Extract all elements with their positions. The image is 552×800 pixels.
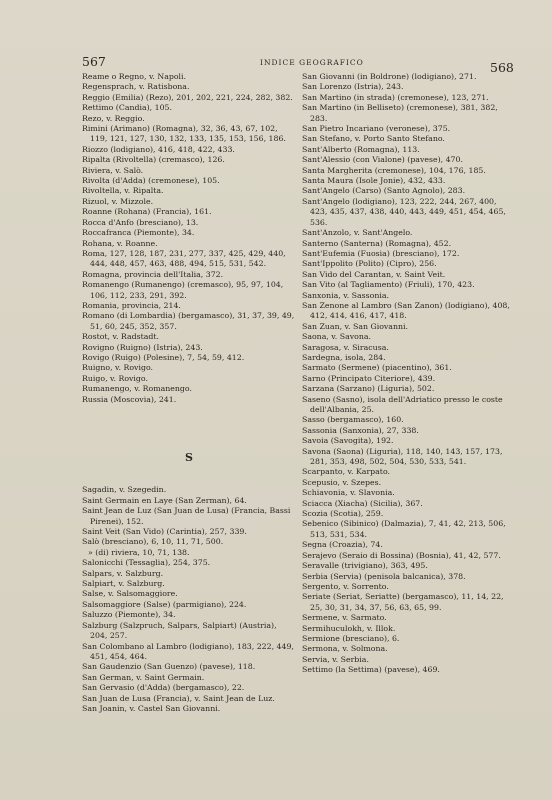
index-entry: Sanxonia, v. Sassonia. — [302, 290, 389, 300]
index-entry: Serbia (Servia) (penisola balcanica), 378. — [302, 571, 466, 581]
index-entry: Salpars, v. Salzburg. — [82, 568, 164, 578]
index-entry: Romania, provincia, 214. — [82, 300, 181, 310]
index-entry: San Lorenzo (Istria), 243. — [302, 82, 404, 92]
page-header — [0, 50, 552, 74]
index-entry: Saragosa, v. Siracusa. — [302, 342, 389, 352]
index-entry: Regensprach, v. Ratisbona. — [82, 82, 190, 92]
index-entry: Santa Maura (Isole Jonie), 432, 433. — [302, 176, 446, 186]
index-entry: San Joanin, v. Castel San Giovanni. — [82, 703, 221, 713]
index-entry: San Juan de Lusa (Francia), v. Saint Jean de Luz. — [82, 693, 275, 703]
index-entry: Rivoltella, v. Ripalta. — [82, 186, 164, 196]
index-entry: Savoia (Savogita), 192. — [302, 436, 394, 446]
index-entry: San Martino (in strada) (cremonese), 123, 271. — [302, 92, 489, 102]
running-title: INDICE GEOGRAFICO — [260, 58, 364, 67]
index-block-s-continued — [302, 72, 516, 676]
index-entry: San German, v. Saint Germain. — [82, 672, 205, 682]
index-entry: Saint Veit (San Vido) (Carintia), 257, 339. — [82, 527, 247, 537]
index-entry: Rezo, v. Reggio. — [82, 113, 145, 123]
index-entry: Sant'Anzolo, v. Sant'Angelo. — [302, 228, 413, 238]
index-entry: Ripalta (Rivoltella) (cremasco), 126. — [82, 155, 225, 165]
section-letter: S — [185, 451, 193, 464]
index-entry: Segna (Croazia), 74. — [302, 540, 383, 550]
index-entry: Roanne (Rohana) (Francia), 161. — [82, 207, 212, 217]
index-entry: Servia, v. Serbia. — [302, 654, 369, 664]
index-entry: San Colombano al Lambro (lodigiano), 183, 222, 449, 451, 454, 464. — [82, 641, 294, 661]
index-entry: Sarmato (Sermene) (piacentino), 361. — [302, 363, 452, 373]
index-entry: Riviera, v. Salò. — [82, 165, 144, 175]
index-entry: Ruigo, v. Rovigo. — [82, 373, 148, 383]
index-entry: Seravalle (trivigiano), 363, 495. — [302, 561, 428, 571]
page-number-right: 568 — [490, 60, 514, 75]
left-column — [82, 72, 296, 714]
index-entry: Saona, v. Savona. — [302, 332, 371, 342]
index-entry: Saint Jean de Luz (San Juan de Lusa) (Francia, Bassi Pirenei), 152. — [82, 506, 291, 526]
index-entry: Roma, 127, 128, 187, 231, 277, 337, 425, 429, 440, 444, 448, 457, 463, 488, 494, 515, 531, 542. — [82, 248, 286, 269]
index-entry: Rivolta (d'Adda) (cremonese), 105. — [82, 176, 220, 186]
index-block-s — [82, 485, 296, 714]
index-entry: Romanengo (Rumanengo) (cremasco), 95, 97, 104, 106, 112, 233, 291, 392. — [82, 280, 284, 300]
index-entry: Sant'Ippolito (Polito) (Cipro), 256. — [302, 259, 437, 269]
index-entry: Sasso (bergamasco), 160. — [302, 415, 404, 425]
index-entry: Sant'Angelo (Carso) (Santo Agnolo), 283. — [302, 186, 466, 196]
index-entry: Serajevo (Seraio di Bossina) (Bosnia), 41, 42, 577. — [302, 550, 501, 560]
index-entry: San Vito (al Tagliamento) (Friuli), 170, 423. — [302, 280, 475, 290]
index-entry: Sebenico (Sibinico) (Dalmazia), 7, 41, 42, 213, 506, 513, 531, 534. — [302, 519, 506, 539]
index-entry: San Gaudenzio (San Guenzo) (pavese), 118. — [82, 662, 256, 672]
index-entry: Rocca d'Anfo (bresciano), 13. — [82, 217, 199, 227]
index-entry: Sermione (bresciano), 6. — [302, 633, 400, 643]
index-entry: Romagna, provincia dell'Italia, 372. — [82, 269, 224, 279]
index-entry: Sagadin, v. Szegedin. — [82, 485, 167, 495]
index-entry: Rostot, v. Radstadt. — [82, 332, 159, 342]
index-entry: Reame o Regno, v. Napoli. — [82, 72, 186, 81]
index-entry: San Zenone al Lambro (San Zanon) (lodigiano), 408, 412, 414, 416, 417, 418. — [302, 300, 510, 321]
index-entry: San Zuan, v. San Giovanni. — [302, 321, 408, 331]
index-entry: Sant'Eufemia (Fuosia) (bresciano), 172. — [302, 248, 460, 258]
index-entry: San Pietro Incariano (veronese), 375. — [302, 124, 451, 134]
index-entry: Salsomaggiore (Salse) (parmigiano), 224. — [82, 599, 247, 609]
index-entry: Rohana, v. Roanne. — [82, 238, 158, 248]
index-entry: Sassonia (Sanxonia), 27, 338. — [302, 425, 419, 435]
index-entry: Sarzana (Sarzano) (Liguria), 502. — [302, 384, 435, 394]
index-entry: San Giovanni (in Boldrone) (lodigiano), 271. — [302, 72, 477, 81]
index-entry: Sardegna, isola, 284. — [302, 352, 386, 362]
index-entry: Rovigno (Ruigno) (Istria), 243. — [82, 342, 203, 352]
index-entry: Scarpanto, v. Karpato. — [302, 467, 390, 477]
index-entry: Rimini (Arimano) (Romagna), 32, 36, 43, 67, 102, 119, 121, 127, 130, 132, 133, 135, 153, 156, 186. — [82, 124, 286, 144]
index-entry: San Martino (in Belliseto) (cremonese), 381, 382, 283. — [302, 103, 498, 123]
index-entry: Salse, v. Salsomaggiore. — [82, 589, 178, 599]
index-entry: Scepusio, v. Szepes. — [302, 477, 382, 487]
index-entry: Russia (Moscovia), 241. — [82, 394, 177, 404]
index-entry: Riozzo (lodigiano), 416, 418, 422, 433. — [82, 144, 235, 154]
index-entry: Salzburg (Salzpruch, Salpars, Salpiart) (Austria), 204, 257. — [82, 620, 277, 641]
index-entry: Salò (bresciano), 6, 10, 11, 71, 500. — [82, 537, 224, 547]
index-entry: Scozia (Scotia), 259. — [302, 509, 384, 519]
index-entry: Roccafranca (Piemonte), 34. — [82, 228, 195, 238]
index-entry: Sermene, v. Sarmato. — [302, 613, 387, 623]
index-entry: Sergento, v. Sorrento. — [302, 581, 389, 591]
page-number-left: 567 — [82, 54, 106, 69]
index-entry: Saseno (Sasno), isola dell'Adriatico presso le coste dell'Albania, 25. — [302, 394, 503, 414]
index-entry: Ruigno, v. Rovigo. — [82, 363, 153, 373]
index-entry: Seriate (Seriat, Seriatte) (bergamasco), 11, 14, 22, 25, 30, 31, 34, 37, 56, 63, 65, 99. — [302, 592, 504, 612]
index-entry: Sermona, v. Solmona. — [302, 644, 388, 654]
index-entry: Rumanengo, v. Romanengo. — [82, 384, 192, 394]
index-entry: Salonicchi (Tessaglia), 254, 375. — [82, 558, 211, 568]
index-entry: Sant'Alberto (Romagna), 113. — [302, 144, 420, 154]
index-entry: Sarno (Principato Citeriore), 439. — [302, 373, 436, 383]
index-entry: Sant'Alessio (con Vialone) (pavese), 470. — [302, 155, 463, 165]
index-entry: Schiavonia, v. Slavonia. — [302, 488, 395, 498]
index-entry: San Stefano, v. Porto Santo Stefano. — [302, 134, 445, 144]
index-entry: Salpiart, v. Salzburg. — [82, 579, 165, 589]
index-entry: Santa Margherita (cremonese), 104, 176, 185. — [302, 165, 486, 175]
index-entry: San Vido del Carantan, v. Saint Veit. — [302, 269, 446, 279]
index-entry: Sermihuculokh, v. Illok. — [302, 623, 396, 633]
index-entry: San Gervasio (d'Adda) (bergamasco), 22. — [82, 683, 245, 693]
index-entry: Sciacca (Xiacha) (Sicilia), 367. — [302, 498, 423, 508]
index-entry: Saint Germain en Laye (San Zerman), 64. — [82, 495, 247, 505]
index-entry: Settimo (la Settima) (pavese), 469. — [302, 665, 440, 675]
index-block-r — [82, 72, 296, 405]
index-entry: Rovigo (Ruigo) (Polesine), 7, 54, 59, 412. — [82, 352, 245, 362]
index-entry: Romano (di Lombardia) (bergamasco), 31, 37, 39, 49, 51, 60, 245, 352, 357. — [82, 311, 295, 331]
index-entry: Santerno (Santerna) (Romagna), 452. — [302, 238, 452, 248]
index-entry: Rizuol, v. Mizzole. — [82, 196, 154, 206]
index-entry: Sant'Angelo (lodigiano), 123, 222, 244, 267, 400, 423, 435, 437, 438, 440, 443, 449, 451, 454, 465, 536. — [302, 196, 506, 227]
index-entry: Rettimo (Candia), 105. — [82, 103, 172, 113]
right-column — [302, 72, 516, 676]
index-entry: Saluzzo (Piemonte), 34. — [82, 610, 176, 620]
index-entry: » (di) riviera, 10, 71, 138. — [88, 547, 190, 557]
index-entry: Savona (Saona) (Liguria), 118, 140, 143, 157, 173, 281, 353, 498, 502, 504, 530, 533, 541. — [302, 446, 503, 467]
index-entry: Reggio (Emilia) (Rezo), 201, 202, 221, 224, 282, 382. — [82, 92, 293, 102]
